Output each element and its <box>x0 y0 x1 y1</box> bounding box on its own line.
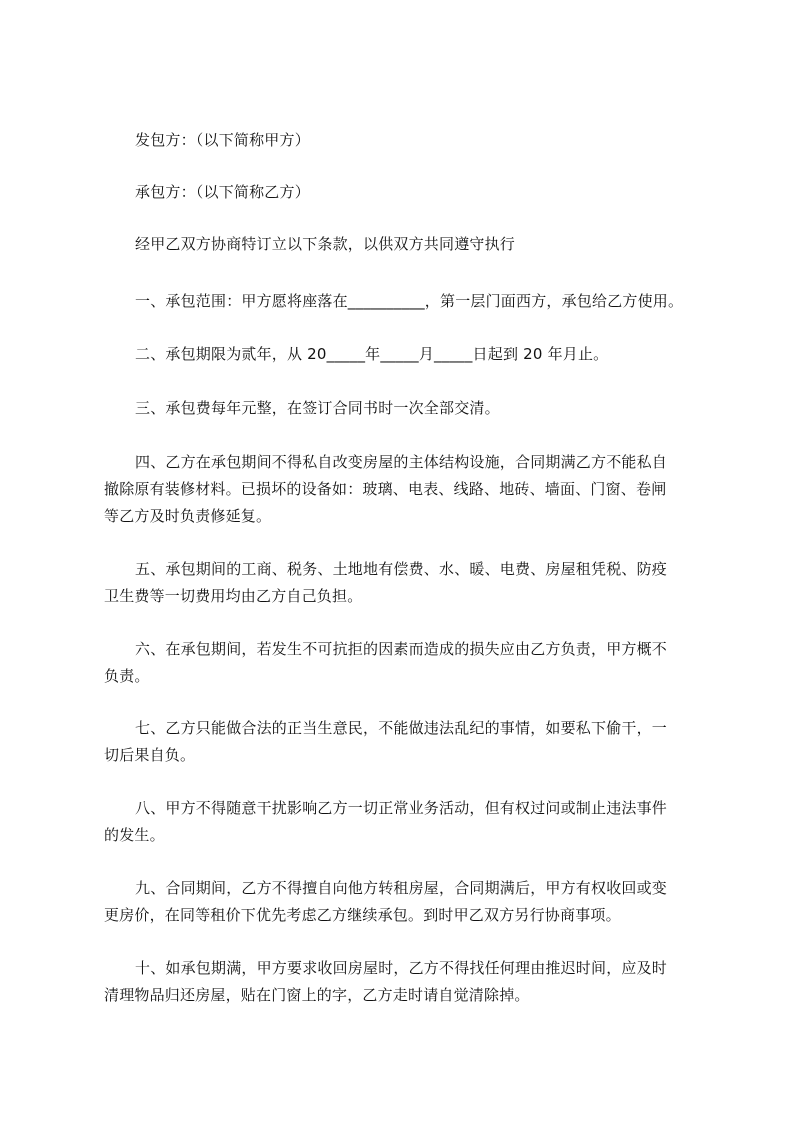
clause-6-line-2: 负责。 <box>104 667 150 685</box>
clause-10-line-2: 清理物品归还房屋，贴在门窗上的字，乙方走时请自觉清除掉。 <box>104 986 530 1004</box>
clause-7-line-2: 切后果自负。 <box>104 746 196 764</box>
clause-8-line-2: 的发生。 <box>104 826 165 844</box>
clause-4-line-3: 等乙方及时负责修延复。 <box>104 507 272 525</box>
clause-5-line-2: 卫生费等一切费用均由乙方自己负担。 <box>104 587 363 605</box>
intro-line: 经甲乙双方协商特订立以下条款，以供双方共同遵守执行 <box>135 235 516 253</box>
clause-4-line-1: 四、乙方在承包期间不得私自改变房屋的主体结构设施，合同期满乙方不能私自 <box>135 453 668 471</box>
clause-1: 一、承包范围：甲方愿将座落在__________，第一层门面西方，承包给乙方使用。 <box>135 292 684 310</box>
clause-10-line-1: 十、如承包期满，甲方要求收回房屋时，乙方不得找任何理由推迟时间，应及时 <box>135 959 668 977</box>
clause-6-line-1: 六、在承包期间，若发生不可抗拒的因素而造成的损失应由乙方负责，甲方概不 <box>135 640 668 658</box>
clause-2: 二、承包期限为贰年，从 20_____年_____月_____日起到 20 年月止。 <box>135 345 609 363</box>
clause-3: 三、承包费每年元整，在签订合同书时一次全部交清。 <box>135 399 500 417</box>
clause-9-line-2: 更房价，在同等租价下优先考虑乙方继续承包。到时甲乙双方另行协商事项。 <box>104 906 621 924</box>
clause-7-line-1: 七、乙方只能做合法的正当生意民，不能做违法乱纪的事情，如要私下偷干，一 <box>135 719 668 737</box>
party-a-line: 发包方：（以下简称甲方） <box>135 131 310 149</box>
party-b-line: 承包方：（以下简称乙方） <box>135 183 310 201</box>
clause-8-line-1: 八、甲方不得随意干扰影响乙方一切正常业务活动，但有权过问或制止违法事件 <box>135 799 668 817</box>
clause-4-line-2: 撤除原有装修材料。已损坏的设备如：玻璃、电表、线路、地砖、墙面、门窗、卷闸 <box>104 480 667 498</box>
clause-9-line-1: 九、合同期间，乙方不得擅自向他方转租房屋，合同期满后，甲方有权收回或变 <box>135 879 668 897</box>
clause-5-line-1: 五、承包期间的工商、税务、土地地有偿费、水、暖、电费、房屋租凭税、防疫 <box>135 560 668 578</box>
